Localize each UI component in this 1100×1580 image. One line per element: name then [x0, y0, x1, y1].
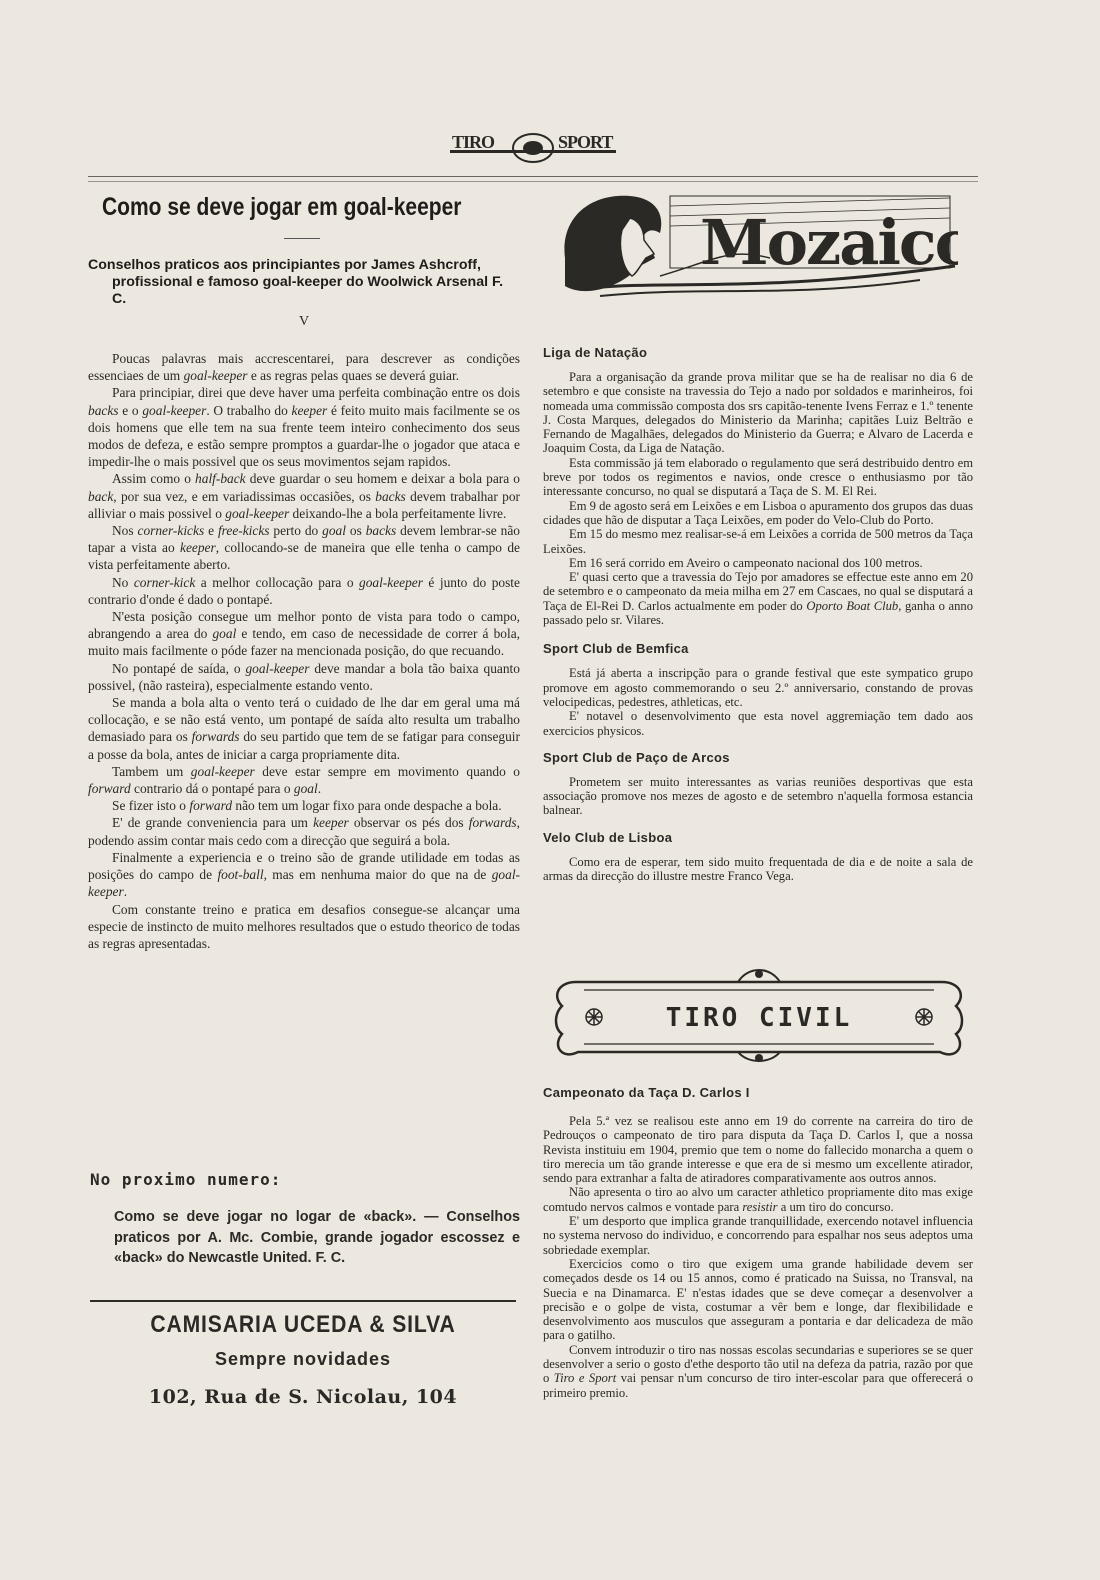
news-paragraph: Prometem ser muito interessantes as varias reuniões desportivas que esta associação promove nos mezes de agosto e de setembro n'aquella formosa estancia balnear.	[543, 774, 973, 818]
tiro-section-heading: Campeonato da Taça D. Carlos I	[543, 1085, 750, 1100]
article-subtitle: Conselhos praticos aos principiantes por James Ashcroff, profissional e famoso goal-keeper do Woolwick Arsenal F. C.	[88, 257, 504, 307]
next-issue-heading: No proximo numero:	[90, 1170, 282, 1189]
article-paragraph: Assim como o half-back deve guardar o seu homem e deixar a bola para o back, por sua vez, e em variadissimas occasiões, os backs devem trabalhar por alliviar o mais possivel o goal-keeper deixando-lhe a bola perfeitamente livre.	[88, 471, 520, 521]
tiro-paragraph: E' um desporto que implica grande tranquillidade, exercendo notavel influencia no systema nervoso do individuo, e concorrendo para espalhar nos seus adeptos uma sobriedade exemplar.	[543, 1214, 973, 1257]
news-section-body	[543, 370, 973, 627]
news-section	[543, 750, 973, 818]
news-paragraph: Em 9 de agosto será em Leixões e em Lisboa o apuramento dos grupos das duas cidades que hão de disputar a Taça Leixões, em poder do Velo-Club do Porto.	[543, 498, 973, 527]
top-rule-secondary	[88, 181, 978, 182]
article-paragraph: Se manda a bola alta o vento terá o cuidado de lhe dar em geral uma má collocação, e se não está vento, um pontapé de saída alto resulta um trabalho demasiado para os forwards do seu partido que tem de se fatigar para conseguir a posse da bola, antes de iniciar a carga propriamente dita.	[88, 695, 520, 762]
article-paragraph: No corner-kick a melhor collocação para o goal-keeper é junto do poste contrario d'onde é dado o pontapé.	[88, 574, 520, 607]
masthead-tiro-text: TIRO	[452, 132, 495, 152]
news-section-body	[543, 666, 973, 737]
article-part: V	[298, 314, 310, 329]
top-rule	[88, 176, 978, 177]
ad-name: CAMISARIA UCEDA & SILVA	[150, 1311, 456, 1338]
ornamental-frame-icon	[548, 964, 970, 1066]
tiro-paragraph: Convem introduzir o tiro nas nossas escolas secundarias e superiores se se quer desenvolver a serio o gosto d'ethe desporto tão util na defeza da patria, razão por que o Tiro e Sport vai pensar n'um concurso de tiro inter-escolar para que offerecerá o primeiro premio.	[543, 1342, 973, 1400]
ad-rule	[90, 1300, 516, 1302]
article-paragraph: Com constante treino e pratica em desafios consegue-se alcançar uma especie de instincto de muito melhores resultados que o estudo theorico de todas as regras apresentadas.	[88, 901, 520, 951]
news-section-heading: Sport Club de Paço de Arcos	[543, 749, 730, 765]
article-paragraph: E' de grande conveniencia para um keeper observar os pés dos forwards, podendo assim contar mais cedo com a direcção que seguirá a bola.	[88, 815, 520, 848]
mozaico-illustration-icon	[560, 188, 958, 308]
tiro-paragraph: Exercicios como o tiro que exigem uma grande habilidade devem ser começados desde os 14 ou 15 annos, como é praticado na Suissa, no Transval, na Suecia e na Dinamarca. E' n'estas idades que se deve começar a desenvolver a precisão e o golpe de vista, costumar a vêr bem e longe, dar flexibilidade e desenvolvimento aos musculos que asseguram a pontaria e dar delicadeza de mão para o gatilho.	[543, 1256, 973, 1343]
tiro-section-body	[543, 1114, 973, 1400]
article-paragraph: Poucas palavras mais accrescentarei, para descrever as condições essenciaes de um goal-keeper e as regras pelas quaes se deverá guiar.	[88, 351, 520, 384]
news-section	[543, 641, 973, 737]
news-paragraph: Como era de esperar, tem sido muito frequentada de dia e de noite a sala de armas da direcção do illustre mestre Franco Vega.	[543, 854, 973, 884]
news-paragraph: Para a organisação da grande prova militar que se ha de realisar no dia 6 de setembro e que consiste na travessia do Tejo a nado por soldados e marinheiros, foi nomeada uma commissão composta dos srs capitão-tenente Ivens Ferraz e 1.º tenente J. Costa Marques, delegados do Ministerio da Marinha; capitães Luiz Beltrão e Fernando de Magalhães, delegados do Ministerio da Guerra; e Alvaro de Lacerda e Joaquim Costa, da Liga de Natação.	[543, 370, 973, 456]
mozaico-banner	[560, 188, 958, 308]
article-body	[88, 350, 520, 952]
article-title-wrap	[88, 193, 520, 222]
news-paragraph: Esta commissão já tem elaborado o regulamento que será destribuido dentro em breve por todos os regimentos e navios, onde cresce o enthusiasmo por tão interessante concurso, no qual se disputará a Taça de S. M. El Rei.	[543, 455, 973, 499]
article-paragraph: Finalmente a experiencia e o treino são de grande utilidade em todas as posições do campo de foot-ball, mas em nenhuma maior do que na de goal-keeper.	[88, 849, 520, 900]
tiro-paragraph: Pela 5.ª vez se realisou este anno em 19 do corrente na carreira do tiro de Pedrouços o campeonato de tiro para disputa da Taça D. Carlos I, que a nossa Revista instituiu em 1904, premio que tem o nome do fallecido monarcha a quem o tiro merecia um tão grande interesse e que era de si mesmo um excellente atirador, sendo para extranhar a falta de atiradores comparativamente aos outros annos.	[543, 1114, 973, 1186]
tiro-section	[543, 1085, 973, 1400]
ad-tagline: Sempre novidades	[214, 1349, 392, 1369]
title-rule	[284, 238, 320, 239]
article-paragraph: No pontapé de saída, o goal-keeper deve mandar a bola tão baixa quanto possivel, (não rasteira), especialmente estando vento.	[88, 660, 520, 693]
news-paragraph: Está já aberta a inscripção para o grande festival que este sympatico grupo promove em agosto commemorando o seu 2.º anniversario, constando de provas velocipedicas, pedestres, athleticas, etc.	[543, 666, 973, 709]
news-section-body	[543, 775, 973, 818]
news-paragraph: Em 15 do mesmo mez realisar-se-á em Leixões a corrida de 500 metros da Taça Leixões.	[543, 527, 973, 556]
tiro-civil-text: TIRO CIVIL	[665, 1003, 853, 1033]
news-section-heading: Sport Club de Bemfica	[543, 641, 689, 657]
advertisement	[90, 1311, 516, 1408]
star-left-icon	[586, 1009, 602, 1025]
news-section	[543, 830, 973, 884]
news-sections	[543, 345, 973, 895]
masthead-emblem-icon	[448, 126, 618, 168]
tiro-civil-banner	[548, 964, 970, 1066]
news-section-body	[543, 855, 973, 884]
article-paragraph: Se fizer isto o forward não tem um logar fixo para onde despache a bola.	[112, 798, 502, 814]
ad-address: 102, Rua de S. Nicolau, 104	[148, 1386, 458, 1408]
news-section-heading: Liga de Natação	[543, 345, 648, 360]
next-issue	[90, 1170, 520, 1269]
masthead-logo	[448, 126, 618, 168]
article-paragraph: Para principiar, direi que deve haver uma perfeita combinação entre os dois backs e o goal-keeper. O trabalho do keeper é feito muito mais facilmente se os dois homens que elle tem na sua frente teem inteiro conhecimento dos seus modos de defeza, e estão sempre promptos a guardar-lhe o jogador que ataca e impedir-lhe o mais possivel que os seus movimentos sejam rapidos.	[88, 385, 520, 470]
tiro-paragraph: Não apresenta o tiro ao alvo um caracter athletico propriamente dito mas exige comtudo nervos calmos e vontade para resistir a um tiro do concurso.	[543, 1185, 973, 1214]
news-paragraph: E' notavel o desenvolvimento que esta novel aggremiação tem dado aos exercicios physicos.	[543, 709, 973, 738]
mozaico-text: Mozaico	[700, 206, 958, 279]
news-section-heading: Velo Club de Lisboa	[543, 829, 673, 845]
article-title: Como se deve jogar em goal-keeper	[102, 193, 462, 221]
next-issue-body: Como se deve jogar no logar de «back». — Conselhos praticos por A. Mc. Combie, grande jogador escossez e «back» do Newcastle United. F. C.	[114, 1209, 520, 1266]
masthead-sport-text: SPORT	[558, 132, 613, 152]
article-paragraph: N'esta posição consegue um melhor ponto de vista para todo o campo, abrangendo a area do goal e tendo, em caso de necessidade de correr á bola, muito mais facilmente o póde fazer na mencionada posição, do que recuando.	[88, 609, 520, 659]
news-section	[543, 345, 973, 627]
article-paragraph: Tambem um goal-keeper deve estar sempre em movimento quando o forward contrario dá o pontapé para o goal.	[88, 763, 520, 797]
article-paragraph: Nos corner-kicks e free-kicks perto do goal os backs devem lembrar-se não tapar a vista ao keeper, collocando-se de maneira que elle tenha o campo de vista perfeitamente aberto.	[88, 523, 520, 573]
news-paragraph: E' quasi certo que a travessia do Tejo por amadores se effectue este anno em 20 de setembro e o campeonato da meia milha em 27 em Cascaes, no qual se disputará a Taça de El-Rei D. Carlos actualmente em poder do Oporto Boat Club, ganha o anno passado pelo sr. Vilares.	[543, 570, 973, 628]
article-subtitle-wrap	[88, 257, 520, 308]
news-paragraph: Em 16 será corrido em Aveiro o campeonato nacional dos 100 metros.	[569, 555, 923, 570]
star-right-icon	[916, 1009, 932, 1025]
